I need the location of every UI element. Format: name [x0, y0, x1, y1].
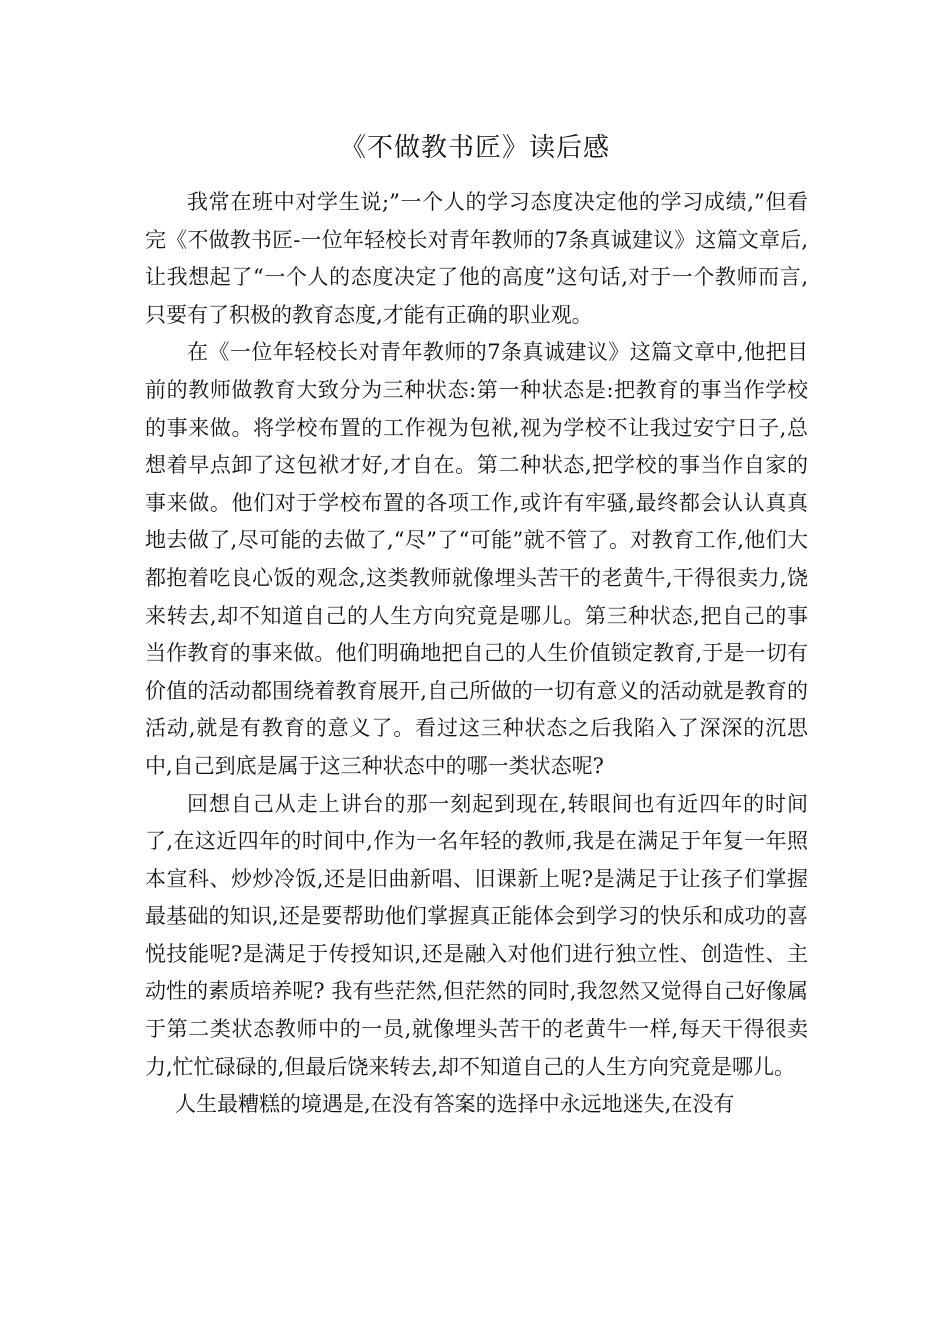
paragraph-4: 人生最糟糕的境遇是,在没有答案的选择中永远地迷失,在没有 — [175, 1092, 735, 1117]
document-title: 《不做教书匠》读后感 — [339, 133, 610, 163]
document-body — [145, 184, 808, 1124]
paragraph-2: 在《一位年轻校长对青年教师的7条真诚建议》这篇文章中,他把目前的教师做教育大致分为三种状态:第一种状态是:把教育的事当作学校的事来做。将学校布置的工作视为包袱,视为学校不让我过安宁日子,总想着早点卸了这包袱才好,才自在。第二种状态,把学校的事当作自家的事来做。他们对于学校布置的各项工作,或许有牢骚,最终都会认认真真地去做了,尽可能的去做了,“尽”了“可能”就不管了。对教育工作,他们大都抱着吃良心饭的观念,这类教师就像埋头苦干的老黄牛,干得很卖力,饶来转去,却不知道自己的人生方向究竟是哪儿。第三种状态,把自己的事当作教育的事来做。他们明确地把自己的人生价值锁定教育,于是一切有价值的活动都围绕着教育展开,自己所做的一切有意义的活动就是教育的活动,就是有教育的意义了。看过这三种状态之后我陷入了深深的沉思中,自己到底是属于这三种状态中的哪一类状态呢? — [145, 340, 808, 778]
paragraph-3: 回想自己从走上讲台的那一刻起到现在,转眼间也有近四年的时间了,在这近四年的时间中,作为一名年轻的教师,我是在满足于年复一年照本宣科、炒炒冷饭,还是旧曲新唱、旧课新上呢?是满足于让孩子们掌握最基础的知识,还是要帮助他们掌握真正能体会到学习的快乐和成功的喜悦技能呢?是满足于传授知识,还是融入对他们进行独立性、创造性、主动性的素质培养呢? 我有些茫然,但茫然的同时,我忽然又觉得自己好像属于第二类状态教师中的一员,就像埋头苦干的老黄牛一样,每天干得很卖力,忙忙碌碌的,但最后饶来转去,却不知道自己的人生方向究竟是哪儿。 — [145, 791, 808, 1079]
paragraph-1: 我常在班中对学生说;”一个人的学习态度决定他的学习成绩,”但看完《不做教书匠-一位年轻校长对青年教师的7条真诚建议》这篇文章后,让我想起了“一个人的态度决定了他的高度”这句话,对于一个教师而言,只要有了积极的教育态度,才能有正确的职业观。 — [145, 190, 808, 327]
